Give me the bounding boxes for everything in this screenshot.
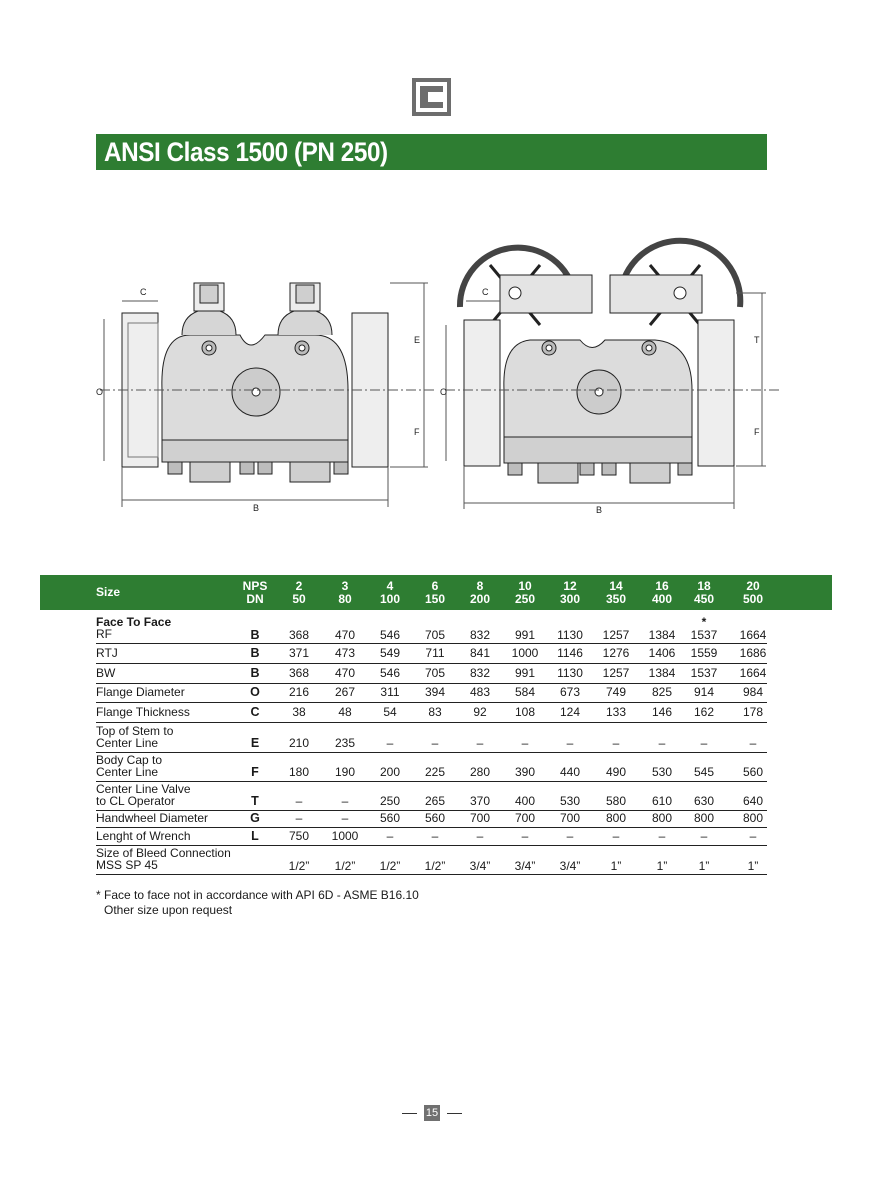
table-cell: 700 — [514, 811, 536, 825]
dim-b-left: B — [253, 503, 260, 513]
table-cell: 490 — [605, 765, 627, 779]
table-cell: 1664 — [739, 628, 767, 642]
header-nps-value: 2 — [295, 579, 303, 593]
page-title: ANSI Class 1500 (PN 250) — [104, 137, 388, 167]
table-cell: – — [295, 811, 303, 825]
table-cell: – — [295, 794, 303, 808]
table-cell: 1257 — [602, 666, 630, 680]
table-cell: 832 — [469, 628, 491, 642]
table-cell: – — [749, 829, 757, 843]
footnote — [96, 888, 419, 918]
header-dn-value: 450 — [693, 592, 715, 606]
table-cell: 1257 — [602, 628, 630, 642]
table-cell: 265 — [424, 794, 446, 808]
dim-c-right: C — [482, 287, 489, 297]
table-cell: 700 — [469, 811, 491, 825]
row-code: O — [250, 685, 260, 699]
table-cell: 1686 — [739, 646, 767, 660]
table-cell: 1000 — [511, 646, 539, 660]
dim-f-left: F — [414, 427, 420, 437]
table-cell: 1” — [698, 859, 710, 873]
table-cell: – — [612, 736, 620, 750]
row-label: Body Cap to Center Line — [96, 753, 163, 779]
row-label: Face To Face RF — [96, 615, 172, 641]
table-row — [96, 702, 767, 723]
table-cell: 750 — [288, 829, 310, 843]
table-cell: – — [386, 736, 394, 750]
table-cell: 280 — [469, 765, 491, 779]
table-cell: 83 — [428, 705, 442, 719]
table-cell: 368 — [288, 666, 310, 680]
table-cell: 1/2” — [334, 859, 356, 873]
table-cell: 580 — [605, 794, 627, 808]
table-cell: 1664 — [739, 666, 767, 680]
table-cell: 825 — [651, 685, 673, 699]
table-row — [96, 845, 767, 875]
dim-o-left: O — [96, 387, 104, 397]
table-cell: 1” — [610, 859, 622, 873]
valve-drawing-wrench — [100, 283, 435, 507]
table-cell: 124 — [559, 705, 581, 719]
valve-drawing-gear — [445, 241, 780, 509]
table-cell: – — [521, 829, 529, 843]
table-cell: 1/2” — [379, 859, 401, 873]
table-cell: 1384 — [648, 628, 676, 642]
table-cell: 530 — [651, 765, 673, 779]
row-label: Top of Stem to Center Line — [96, 724, 174, 750]
table-cell: 610 — [651, 794, 673, 808]
row-label: BW — [96, 666, 116, 680]
row-label: Size of Bleed Connection MSS SP 45 — [96, 846, 231, 872]
table-cell: 700 — [559, 811, 581, 825]
table-cell: 749 — [605, 685, 627, 699]
row-code: B — [250, 666, 260, 680]
header-nps-value: 18 — [697, 579, 711, 593]
row-code: T — [251, 794, 259, 808]
table-cell: 190 — [334, 765, 356, 779]
row-label: Handwheel Diameter — [96, 811, 209, 825]
table-cell: 400 — [514, 794, 536, 808]
header-nps: NPS — [242, 579, 268, 593]
table-cell: – — [431, 736, 439, 750]
table-cell: – — [386, 829, 394, 843]
table-cell: 210 — [288, 736, 310, 750]
dim-c-left: C — [140, 287, 147, 297]
row-code: E — [250, 736, 260, 750]
table-cell: 470 — [334, 628, 356, 642]
table-cell: 1/2” — [288, 859, 310, 873]
table-cell: 370 — [469, 794, 491, 808]
dim-b-right: B — [596, 505, 603, 515]
row-code: F — [251, 765, 259, 779]
table-cell: 1” — [656, 859, 668, 873]
table-cell: 225 — [424, 765, 446, 779]
table-cell: 38 — [292, 705, 306, 719]
table-cell: – — [749, 736, 757, 750]
row-label: Flange Thickness — [96, 705, 190, 719]
table-cell: 1276 — [602, 646, 630, 660]
table-cell: – — [658, 736, 666, 750]
table-cell: 546 — [379, 666, 401, 680]
row-label: Lenght of Wrench — [96, 829, 191, 843]
table-cell: 705 — [424, 628, 446, 642]
table-cell: 1130 — [557, 628, 583, 642]
table-cell: 133 — [605, 705, 627, 719]
table-cell: 984 — [742, 685, 764, 699]
table-cell: 640 — [742, 794, 764, 808]
table-cell: 1” — [747, 859, 759, 873]
table-cell: 800 — [742, 811, 764, 825]
page-number: 15 — [425, 1107, 439, 1119]
table-cell: – — [476, 829, 484, 843]
table-cell: 48 — [338, 705, 352, 719]
table-cell: 560 — [742, 765, 764, 779]
table-cell: 832 — [469, 666, 491, 680]
table-row — [96, 614, 767, 644]
table-cell: 560 — [424, 811, 446, 825]
header-dn-value: 50 — [292, 592, 306, 606]
table-cell: 1/2” — [424, 859, 446, 873]
table-cell: 3/4” — [469, 859, 491, 873]
header-nps-value: 14 — [609, 579, 623, 593]
table-header — [40, 575, 832, 610]
table-cell: 311 — [380, 685, 400, 699]
table-cell: 440 — [559, 765, 581, 779]
table-cell: 1130 — [557, 666, 583, 680]
table-cell: 630 — [693, 794, 715, 808]
header-nps-value: 4 — [386, 579, 394, 593]
table-cell: 841 — [469, 646, 491, 660]
table-cell: – — [658, 829, 666, 843]
table-cell: 54 — [383, 705, 397, 719]
table-cell: 3/4” — [559, 859, 581, 873]
valve-drawings — [90, 225, 780, 515]
table-cell: 470 — [334, 666, 356, 680]
table-cell: 250 — [379, 794, 401, 808]
table-cell: 800 — [651, 811, 673, 825]
table-row — [96, 722, 767, 753]
header-dn-value: 350 — [605, 592, 627, 606]
table-cell: – — [431, 829, 439, 843]
row-label: Flange Diameter — [96, 685, 185, 699]
table-cell: – — [700, 829, 708, 843]
table-cell: 368 — [288, 628, 310, 642]
table-cell: 545 — [693, 765, 715, 779]
table-row — [96, 752, 767, 782]
table-cell: 473 — [334, 646, 356, 660]
table-cell: 178 — [742, 705, 764, 719]
table-cell: – — [341, 811, 349, 825]
table-cell: 914 — [693, 685, 715, 699]
table-row — [96, 643, 767, 664]
table-row — [96, 810, 767, 828]
table-cell: 560 — [379, 811, 401, 825]
table-cell: 705 — [424, 666, 446, 680]
table-cell: – — [476, 736, 484, 750]
row-code: B — [250, 628, 260, 642]
table-cell: 483 — [469, 685, 491, 699]
table-cell: 371 — [288, 646, 310, 660]
header-dn-value: 300 — [559, 592, 581, 606]
footnote-line-1: * Face to face not in accordance with API 6D - ASME B16.10 — [96, 888, 419, 902]
table-cell: 991 — [514, 666, 536, 680]
header-dn: DN — [246, 592, 264, 606]
header-nps-value: 3 — [341, 579, 349, 593]
header-nps-value: 16 — [655, 579, 669, 593]
header-dn-value: 200 — [469, 592, 491, 606]
table-cell: – — [341, 794, 349, 808]
header-nps-value: 8 — [476, 579, 484, 593]
table-cell: – — [612, 829, 620, 843]
table-cell: 267 — [334, 685, 356, 699]
table-cell: 1406 — [648, 646, 676, 660]
table-cell: – — [566, 829, 574, 843]
table-cell: 991 — [514, 628, 536, 642]
header-dn-value: 250 — [514, 592, 536, 606]
header-dn-value: 100 — [379, 592, 401, 606]
row-code: G — [250, 811, 260, 825]
header-nps-value: 6 — [431, 579, 439, 593]
page-number-block — [402, 1104, 462, 1122]
table-cell: – — [566, 736, 574, 750]
table-cell: 390 — [514, 765, 536, 779]
footnote-line-2: Other size upon request — [104, 903, 233, 917]
header-dn-value: 400 — [651, 592, 673, 606]
header-nps-value: 10 — [518, 579, 532, 593]
table-row — [96, 781, 767, 811]
page-dash-left — [402, 1113, 417, 1114]
table-cell: 162 — [693, 705, 715, 719]
row-code: L — [251, 829, 259, 843]
table-cell: 549 — [379, 646, 401, 660]
row-code: B — [250, 646, 260, 660]
row-label: RTJ — [96, 646, 118, 660]
table-cell: 1537 — [690, 628, 718, 642]
table-cell: 200 — [379, 765, 401, 779]
dim-f-right: F — [754, 427, 760, 437]
table-cell: 1559 — [690, 646, 718, 660]
header-size: Size — [96, 585, 121, 599]
table-cell: 800 — [693, 811, 715, 825]
table-cell: 530 — [559, 794, 581, 808]
table-cell: 108 — [514, 705, 536, 719]
table-cell: – — [700, 736, 708, 750]
table-cell: 800 — [605, 811, 627, 825]
dim-t-right: T — [754, 335, 760, 345]
table-cell: 92 — [473, 705, 487, 719]
table-cell: 146 — [651, 705, 673, 719]
page-dash-right — [447, 1113, 462, 1114]
header-nps-value: 12 — [563, 579, 577, 593]
table-cell: 1537 — [690, 666, 718, 680]
table-cell: 216 — [288, 685, 310, 699]
footnote-marker: * — [701, 615, 707, 629]
table-cell: 584 — [514, 685, 536, 699]
table-cell: 673 — [559, 685, 581, 699]
row-label: Center Line Valve to CL Operator — [96, 782, 191, 808]
header-dn-value: 80 — [338, 592, 352, 606]
table-row — [96, 827, 767, 846]
table-cell: 1146 — [557, 646, 583, 660]
table-row — [96, 663, 767, 684]
table-cell: 546 — [379, 628, 401, 642]
header-dn-value: 500 — [742, 592, 764, 606]
table-cell: 394 — [424, 685, 446, 699]
table-cell: 235 — [334, 736, 356, 750]
table-cell: 1000 — [331, 829, 359, 843]
header-nps-value: 20 — [746, 579, 760, 593]
header-dn-value: 150 — [424, 592, 446, 606]
dim-o-right: O — [440, 387, 448, 397]
table-cell: 711 — [425, 646, 445, 660]
dim-e-left: E — [414, 335, 421, 345]
table-cell: 3/4” — [514, 859, 536, 873]
table-cell: – — [521, 736, 529, 750]
title-bar — [96, 134, 767, 170]
company-logo — [412, 78, 451, 116]
table-cell: 1384 — [648, 666, 676, 680]
table-row — [96, 683, 767, 703]
table-cell: 180 — [288, 765, 310, 779]
row-code: C — [250, 705, 260, 719]
